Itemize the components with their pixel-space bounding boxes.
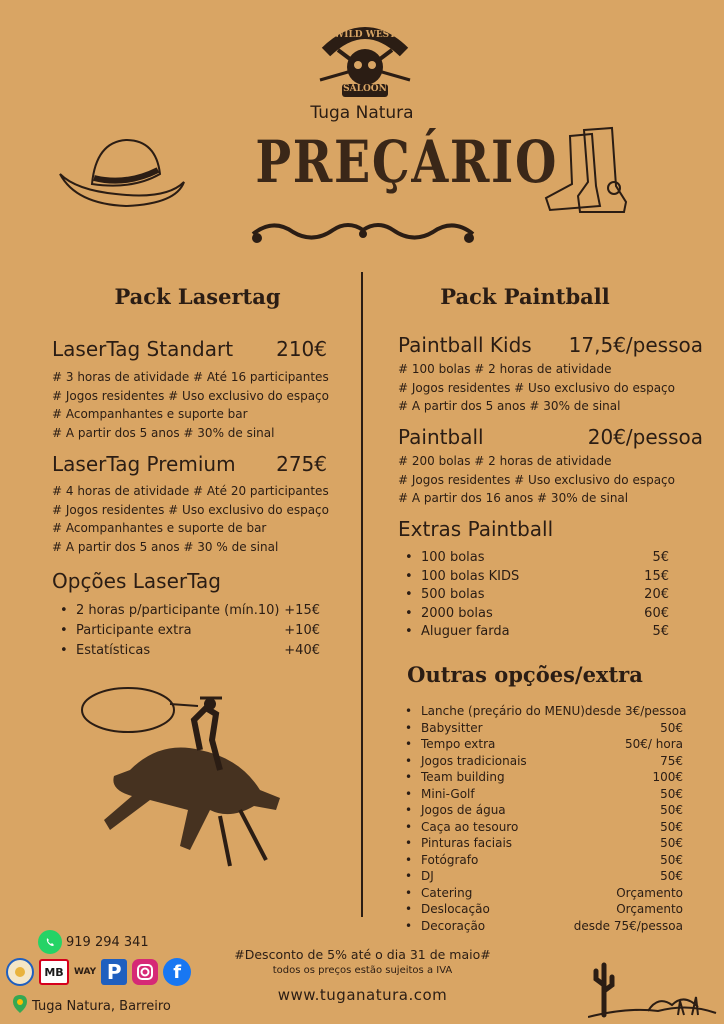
list-item <box>399 549 669 568</box>
list-item <box>399 623 669 642</box>
list-item <box>399 835 683 852</box>
lasertag-options-list <box>54 601 320 661</box>
list-item <box>399 868 683 885</box>
paintball-price: 20€/pessoa <box>587 425 703 449</box>
extra-price: 50€ <box>660 720 683 735</box>
list-item <box>399 703 687 720</box>
extra-label: • Mini-Golf <box>421 786 475 801</box>
iva-text: todos os preços estão sujeitos a IVA <box>272 965 453 976</box>
list-item <box>399 769 683 786</box>
detail-line: # Jogos residentes # Uso exclusivo do espaço <box>52 388 329 403</box>
extra-price: 50€/ hora <box>625 737 683 751</box>
lasertag-standart-details <box>52 368 329 442</box>
list-item <box>54 621 320 641</box>
lasertag-options-title: Opções LaserTag <box>52 569 221 593</box>
detail-line: # Jogos residentes # Uso exclusivo do espaço <box>52 502 329 517</box>
extra-price: 5€ <box>652 624 669 639</box>
detail-line: # 4 horas de atividade # Até 20 participantes <box>52 484 329 498</box>
option-label: • Participante extra <box>76 623 192 638</box>
extra-price: desde 75€/pessoa <box>573 918 683 933</box>
discount-text: #Desconto de 5% até o dia 31 de maio# <box>234 947 491 962</box>
extra-label: • DJ <box>421 869 434 883</box>
detail-line: # 200 bolas # 2 horas de atividade <box>398 454 612 468</box>
extra-label: • Deslocação <box>421 902 490 916</box>
lasertag-premium-heading <box>52 452 327 476</box>
paintball-kids-heading <box>398 333 703 357</box>
extra-label: • Tempo extra <box>421 737 496 751</box>
paintball-kids-details <box>398 360 675 416</box>
cactus-illustration <box>588 955 718 1023</box>
extra-label: • Jogos de água <box>421 803 506 817</box>
detail-line: # 3 horas de atividade # Até 16 participantes <box>52 370 329 384</box>
list-item <box>399 753 683 770</box>
extra-label: • Decoração <box>421 918 486 933</box>
paintball-kids-price: 17,5€/pessoa <box>568 333 703 357</box>
extra-label: • 2000 bolas <box>421 605 493 621</box>
extra-price: 50€ <box>660 803 683 817</box>
cowboy-boots-icon <box>540 126 632 216</box>
paintball-section-title: Pack Paintball <box>440 284 610 309</box>
paintball-extras-title: Extras Paintball <box>398 517 554 541</box>
logo-bottom-text: SALOON <box>343 84 387 94</box>
extra-price: 20€ <box>644 587 669 602</box>
location-text[interactable]: Tuga Natura, Barreiro <box>32 998 171 1014</box>
logo-top-text: WILD WEST <box>334 30 396 40</box>
option-price: +15€ <box>284 603 320 618</box>
lasertag-premium-name: LaserTag Premium <box>52 452 236 476</box>
list-item <box>399 901 683 918</box>
lasertag-premium-details <box>52 482 329 556</box>
extra-label: • 100 bolas KIDS <box>421 568 520 584</box>
extra-label: • 500 bolas <box>421 587 485 602</box>
option-label: • Estatísticas <box>76 643 151 658</box>
map-pin-icon <box>12 994 28 1018</box>
detail-line: # 100 bolas # 2 horas de atividade <box>398 362 612 376</box>
list-item <box>54 601 320 621</box>
list-item <box>399 786 683 803</box>
column-divider <box>361 272 363 917</box>
option-label: • 2 horas p/participante (mín.10) <box>76 603 280 618</box>
extra-label: • Babysitter <box>421 720 483 735</box>
paintball-details <box>398 452 675 508</box>
whatsapp-icon[interactable] <box>38 930 62 954</box>
brand-name: Tuga Natura <box>310 103 414 123</box>
badge-icon <box>6 958 34 986</box>
list-item <box>399 586 669 605</box>
detail-line: # Jogos residentes # Uso exclusivo do espaço <box>398 472 675 487</box>
extra-price: 50€ <box>660 852 683 867</box>
instagram-icon[interactable] <box>132 959 158 985</box>
payment-icons <box>6 958 191 986</box>
list-item <box>399 802 683 819</box>
extra-price: 50€ <box>660 786 683 801</box>
outras-list <box>399 703 687 934</box>
lasertag-premium-price: 275€ <box>276 452 327 476</box>
detail-line: # Jogos residentes # Uso exclusivo do espaço <box>398 380 675 395</box>
extra-price: 15€ <box>644 568 669 584</box>
extra-price: 75€ <box>660 753 683 768</box>
list-item <box>399 852 683 869</box>
outras-section-title: Outras opções/extra <box>407 662 643 687</box>
extra-label: • Catering <box>421 885 473 900</box>
paintball-extras-list <box>399 549 669 642</box>
cactus-icon <box>588 955 718 1019</box>
paintball-heading <box>398 425 703 449</box>
page-title: PREÇÁRIO <box>255 128 559 196</box>
detail-line: # A partir dos 16 anos # 30% de sinal <box>398 491 629 505</box>
extra-price: 100€ <box>652 770 683 784</box>
list-item <box>399 605 669 624</box>
extra-price: 50€ <box>660 819 683 834</box>
extra-price: 5€ <box>652 550 669 565</box>
ornament-icon <box>243 216 483 246</box>
cowboy-hat-icon <box>56 134 188 210</box>
cowboy-boots-illustration <box>540 126 632 220</box>
extra-price: desde 3€/pessoa <box>584 704 687 718</box>
detail-line: # A partir dos 5 anos # 30% de sinal <box>398 399 621 413</box>
list-item <box>399 819 683 836</box>
parking-icon: P <box>101 959 127 985</box>
extra-price: 50€ <box>660 869 683 883</box>
option-price: +40€ <box>284 643 320 658</box>
extra-label: • 100 bolas <box>421 550 485 565</box>
extra-price: 60€ <box>644 605 669 621</box>
paintball-name: Paintball <box>398 425 484 449</box>
rodeo-illustration <box>70 680 300 884</box>
bucking-horse-icon <box>70 680 300 880</box>
lasertag-standart-price: 210€ <box>276 337 327 361</box>
list-item <box>54 641 320 661</box>
lasertag-standart-name: LaserTag Standart <box>52 337 234 361</box>
extra-label: • Caça ao tesouro <box>421 819 519 834</box>
extra-label: • Team building <box>421 770 505 784</box>
detail-line: # Acompanhantes e suporte de bar <box>52 521 267 535</box>
list-item <box>399 918 683 935</box>
cowboy-hat-illustration <box>56 134 188 214</box>
facebook-icon[interactable]: f <box>163 958 191 986</box>
option-price: +10€ <box>284 623 320 638</box>
list-item <box>399 720 683 737</box>
extra-label: • Fotógrafo <box>421 852 479 867</box>
lasertag-standart-heading <box>52 337 327 361</box>
extra-label: • Lanche (preçário do MENU) <box>421 704 585 718</box>
paintball-kids-name: Paintball Kids <box>398 333 532 357</box>
extra-price: 50€ <box>660 836 683 850</box>
phone-number[interactable]: 919 294 341 <box>66 934 149 950</box>
lasertag-section-title: Pack Lasertag <box>114 284 281 309</box>
phone-row[interactable] <box>38 930 149 954</box>
list-item <box>399 885 683 902</box>
location-row[interactable] <box>12 994 171 1018</box>
extra-label: • Jogos tradicionais <box>421 753 527 768</box>
extra-price: Orçamento <box>616 902 683 916</box>
extra-label: • Pinturas faciais <box>421 836 513 850</box>
list-item <box>399 568 669 587</box>
detail-line: # Acompanhantes e suporte bar <box>52 407 248 421</box>
multibanco-icon: MB <box>39 959 69 985</box>
extra-label: • Aluguer farda <box>421 624 510 639</box>
list-item <box>399 736 683 753</box>
extra-price: Orçamento <box>616 885 683 900</box>
website-link[interactable]: www.tuganatura.com <box>277 986 448 1004</box>
mbway-label: WAY <box>74 967 97 977</box>
detail-line: # A partir dos 5 anos # 30% de sinal <box>52 425 275 440</box>
ornament-divider <box>243 216 483 250</box>
detail-line: # A partir dos 5 anos # 30 % de sinal <box>52 539 279 554</box>
